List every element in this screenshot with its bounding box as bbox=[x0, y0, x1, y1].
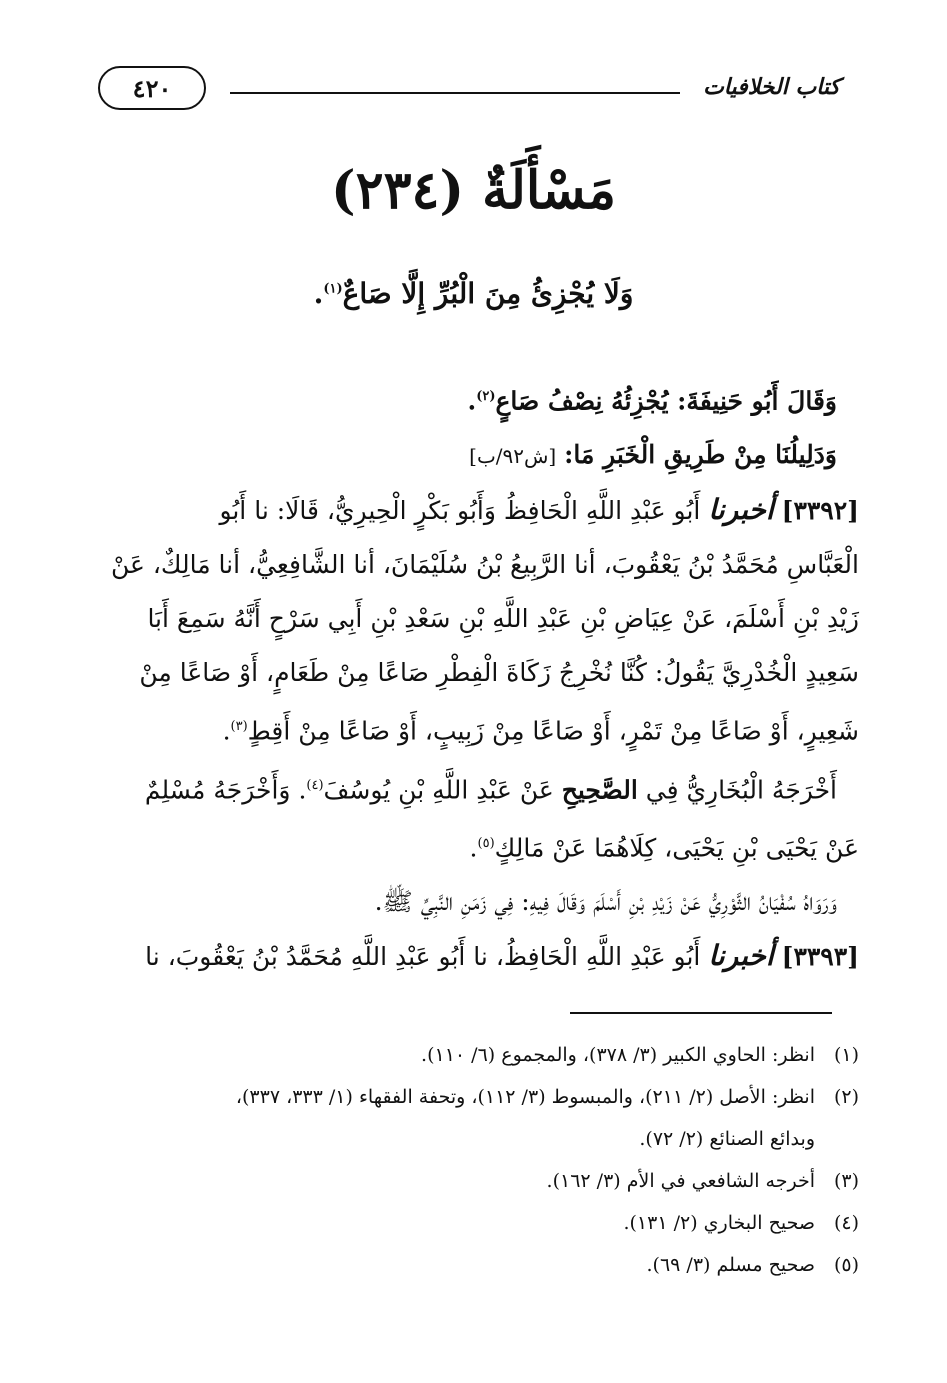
footnote-separator bbox=[570, 1012, 832, 1014]
footnote-text: انظر: الأصل (٢/ ٢١١)، والمبسوط (٣/ ١١٢)، وتحفة الفقهاء (١/ ٣٣٣، ٣٣٧)، bbox=[235, 1086, 815, 1108]
text-segment: وَدَلِيلُنَا مِنْ طَرِيقِ الْخَبَرِ مَا: bbox=[564, 440, 837, 470]
hadith-number: [٣٣٩٢] bbox=[781, 496, 859, 526]
text-line: وَرَوَاهُ سُفْيَانُ الثَّوْرِيُّ عَنْ زَيْدِ بْنِ أَسْلَمَ وَقَالَ فِيهِ: فِي زَمَنِ النَّبِيِّ ﷺ. bbox=[374, 887, 837, 917]
akhbarana-word: أخبرنا bbox=[708, 493, 774, 527]
footnote-number: (١) bbox=[833, 1044, 859, 1066]
text-segment: أَخْرَجَهُ الْبُخَارِيُّ فِي bbox=[645, 774, 837, 804]
statement-text: وَلَا يُجْزِئُ مِنَ الْبُرِّ إِلَّا صَاعٌ bbox=[342, 277, 634, 310]
akhbarana-word: أخبرنا bbox=[708, 939, 774, 973]
footnote bbox=[88, 1202, 859, 1244]
masala-title: مَسْأَلَةٌ (٢٣٤) bbox=[331, 160, 616, 221]
text-segment: أَبُو عَبْدِ اللَّهِ الْحَافِظُ وَأَبُو بَكْرٍ الْحِيرِيُّ، قَالَا: نا أَبُو bbox=[219, 496, 701, 526]
text-segment: . وَأَخْرَجَهُ مُسْلِمٌ bbox=[144, 774, 307, 804]
footnote bbox=[88, 1034, 859, 1076]
text-segment: شَعِيرٍ، أَوْ صَاعًا مِنْ تَمْرٍ، أَوْ صَاعًا مِنْ زَبِيبٍ، أَوْ صَاعًا مِنْ أَقِطٍ bbox=[247, 716, 859, 746]
book-title: كتاب الخلافيات bbox=[703, 74, 840, 100]
text-segment: عَنْ عَبْدِ اللَّهِ بْنِ يُوسُفَ bbox=[323, 774, 554, 804]
footnote-text: انظر: الحاوي الكبير (٣/ ٣٧٨)، والمجموع (٦/ ١١٠). bbox=[421, 1044, 815, 1066]
footnote-number: (٤) bbox=[833, 1212, 859, 1234]
page-header bbox=[98, 62, 840, 112]
footnote bbox=[88, 1076, 859, 1118]
sahih-word: الصَّحِيحِ bbox=[561, 774, 638, 804]
manuscript-ref: [ش٩٢/ب] bbox=[469, 444, 557, 469]
text-line: وَقَالَ أَبُو حَنِيفَةَ: يُجْزِئُهُ نِصْفُ صَاعٍ$^{(٢)}$. bbox=[467, 386, 837, 416]
footnote-number: (٢) bbox=[833, 1086, 859, 1108]
text-segment: وَقَالَ أَبُو حَنِيفَةَ: يُجْزِئُهُ نِصْفُ صَاعٍ bbox=[495, 386, 837, 416]
footnote-text: صحيح مسلم (٣/ ٦٩). bbox=[646, 1254, 815, 1276]
page-number: ٤٢٠ bbox=[98, 66, 206, 110]
text-line: سَعِيدٍ الْخُدْرِيَّ يَقُولُ: كُنَّا نُخْرِجُ زَكَاةَ الْفِطْرِ صَاعًا مِنْ طَعَامٍ، أَوْ صَاعًا مِنْ bbox=[139, 658, 859, 688]
text-line bbox=[88, 428, 859, 483]
text-line bbox=[88, 483, 859, 538]
text-line bbox=[88, 929, 859, 984]
main-text bbox=[88, 370, 859, 984]
footnote-text: أخرجه الشافعي في الأم (٣/ ١٦٢). bbox=[546, 1170, 815, 1192]
masala-statement: وَلَا يُجْزِئُ مِنَ الْبُرِّ إِلَّا صَاعٌ$^{(١)}$. bbox=[313, 277, 634, 310]
text-line bbox=[88, 759, 859, 817]
header-rule bbox=[230, 92, 680, 94]
text-line: الْعَبَّاسِ مُحَمَّدُ بْنُ يَعْقُوبَ، أنا الرَّبِيعُ بْنُ سُلَيْمَانَ، أنا الشَّافِعِيُّ، أنا مَالِكٌ، عَنْ bbox=[110, 550, 859, 580]
hadith-number: [٣٣٩٣] bbox=[781, 942, 859, 972]
footnote bbox=[88, 1244, 859, 1286]
footnote-number: (٥) bbox=[833, 1254, 859, 1276]
text-segment: عَنْ يَحْيَى بْنِ يَحْيَى، كِلَاهُمَا عَنْ مَالِكٍ bbox=[494, 833, 859, 863]
footnote-ref: (٥) bbox=[477, 835, 495, 851]
text-segment: أَبُو عَبْدِ اللَّهِ الْحَافِظُ، نا أَبُو عَبْدِ اللَّهِ مُحَمَّدُ بْنُ يَعْقُوبَ، نا bbox=[145, 942, 701, 972]
footnote-number: (٣) bbox=[833, 1170, 859, 1192]
text-line: زَيْدِ بْنِ أَسْلَمَ، عَنْ عِيَاضِ بْنِ عَبْدِ اللَّهِ بْنِ سَعْدِ بْنِ أَبِي سَرْحٍ أَنَّهُ سَمِعَ أَبَا bbox=[147, 604, 859, 634]
text-line: شَعِيرٍ، أَوْ صَاعًا مِنْ تَمْرٍ، أَوْ صَاعًا مِنْ زَبِيبٍ، أَوْ صَاعًا مِنْ أَقِطٍ$^{(٣)}$. bbox=[222, 716, 859, 746]
footnote-ref: (١) bbox=[323, 281, 343, 297]
footnote bbox=[88, 1160, 859, 1202]
text-line: عَنْ يَحْيَى بْنِ يَحْيَى، كِلَاهُمَا عَنْ مَالِكٍ$^{(٥)}$. bbox=[469, 833, 859, 863]
footnote-ref: (٤) bbox=[306, 777, 324, 793]
footnote-continuation: وبدائع الصنائع (٢/ ٧٢). bbox=[639, 1128, 815, 1150]
footnote-ref: (٣) bbox=[230, 719, 248, 735]
footnote-text: صحيح البخاري (٢/ ١٣١). bbox=[623, 1212, 815, 1234]
footnotes bbox=[88, 1034, 859, 1286]
footnote-ref: (٢) bbox=[476, 389, 496, 404]
